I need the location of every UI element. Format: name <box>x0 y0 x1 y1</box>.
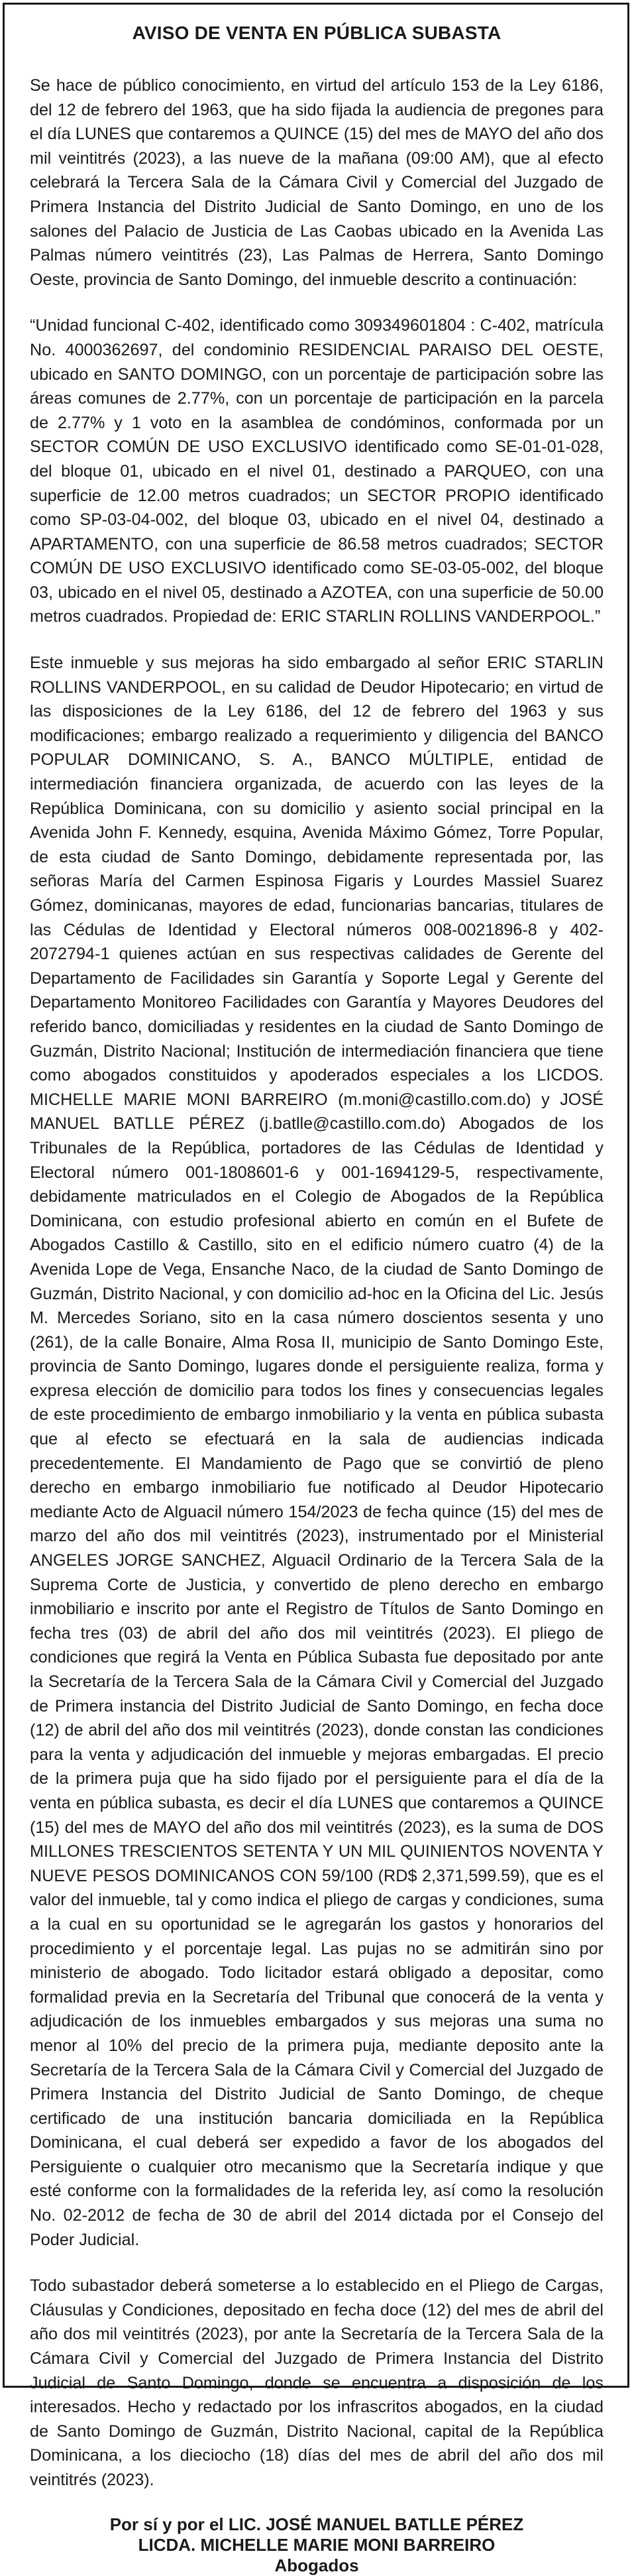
paragraph-auction-terms: Todo subastador deberá someterse a lo establecido en el Pliego de Cargas, Cláusulas y Condiciones, depositado en fecha doce (12) del mes de abril del año dos mil veintitrés (2023), por ante la Secretaría de la Tercera Sala de la Cámara Civil y Comercial del Juzgado de Primera Instancia del Distrito Judicial de Santo Domingo, donde se encuentra a disposición de los interesados. Hecho y redactado por los infrascritos abogados, en la ciudad de Santo Domingo de Guzmán, Distrito Nacional, capital de la República Dominicana, a los dieciocho (18) días del mes de abril del año dos mil veintitrés (2023). <box>30 2276 604 2489</box>
notice-title: AVISO DE VENTA EN PÚBLICA SUBASTA <box>132 23 501 43</box>
paragraph-hearing-announcement: Se hace de público conocimiento, en virtud del artículo 153 de la Ley 6186, del 12 de febrero del 1963, que ha sido fijada la audiencia de pregones para el día LUNES que contaremos a QUINCE (15) del mes de MAYO del año dos mil veintitrés (2023), a las nueve de la mañana (09:00 AM), que al efecto celebrará la Tercera Sala de la Cámara Civil y Comercial del Juzgado de Primera Instancia del Distrito Judicial de Santo Domingo, en uno de los salones del Palacio de Justicia de Las Caobas ubicado en la Avenida Las Palmas número veintitrés (23), Las Palmas de Herrera, Santo Domingo Oeste, provincia de Santo Domingo, del inmueble descrito a continuación: <box>30 76 604 289</box>
paragraph-seizure-details: Este inmueble y sus mejoras ha sido embargado al señor ERIC STARLIN ROLLINS VANDERPOOL, en su calidad de Deudor Hipotecario; en virtud de las disposiciones de la Ley 6186, del 12 de febrero del 1963 y sus modificaciones; embargo realizado a requerimiento y diligencia del BANCO POPULAR DOMINICANO, S. A., BANCO MÚLTIPLE, entidad de intermediación financiera organizada, de acuerdo con las leyes de la República Dominicana, con su domicilio y asiento social principal en la Avenida John F. Kennedy, esquina, Avenida Máximo Gómez, Torre Popular, de esta ciudad de Santo Domingo, debidamente representada por, las señoras María del Carmen Espinosa Figaris y Lourdes Massiel Suarez Gómez, dominicanas, mayores de edad, funcionarias bancarias, titulares de las Cédulas de Identidad y Electoral números 008-0021896-8 y 402-2072794-1 quienes actúan en sus respectivas calidades de Gerente del Departamento de Facilidades sin Garantía y Soporte Legal y Gerente del Departamento Monitoreo Facilidades con Garantía y Mayores Deudores del referido banco, domiciliadas y residentes en la ciudad de Santo Domingo de Guzmán, Distrito Nacional; Institución de intermediación financiera que tiene como abogados constituidos y apoderados especiales a los LICDOS. MICHELLE MARIE MONI BARREIRO (m.moni@castillo.com.do) y JOSÉ MANUEL BATLLE PÉREZ (j.batlle@castillo.com.do) Abogados de los Tribunales de la República, portadores de las Cédulas de Identidad y Electoral número 001-1808601-6 y 001-1694129-5, respectivamente, debidamente matriculados en el Colegio de Abogados de la República Dominicana, con estudio profesional abierto en común en el Bufete de Abogados Castillo & Castillo, sito en el edificio número cuatro (4) de la Avenida Lope de Vega, Ensanche Naco, de la ciudad de Santo Domingo de Guzmán, Distrito Nacional, y con domicilio ad-hoc en la Oficina del Lic. Jesús M. Mercedes Soriano, sito en la casa número doscientos sesenta y uno (261), de la calle Bonaire, Alma Rosa II, municipio de Santo Domingo Este, provincia de Santo Domingo, lugares donde el persiguiente realiza, forma y expresa elección de domicilio para todos los fines y consecuencias legales de este procedimiento de embargo inmobiliario y la venta en pública subasta que al efecto se efectuará en la sala de audiencias indicada precedentemente. El Mandamiento de Pago que se convirtió de pleno derecho en embargo inmobiliario fue notificado al Deudor Hipotecario mediante Acto de Alguacil número 154/2023 de fecha quince (15) del mes de marzo del año dos mil veintitrés (2023), instrumentado por el Ministerial ANGELES JORGE SANCHEZ, Alguacil Ordinario de la Tercera Sala de la Suprema Corte de Justicia, y convertido de pleno derecho en embargo inmobiliario e inscrito por ante el Registro de Títulos de Santo Domingo en fecha tres (03) de abril del año dos mil veintitrés (2023). El pliego de condiciones que regirá la Venta en Pública Subasta fue depositado por ante la Secretaría de la Tercera Sala de la Cámara Civil y Comercial del Juzgado de Primera instancia del Distrito Judicial de Santo Domingo, en fecha doce (12) de abril del año dos mil veintitrés (2023), donde constan las condiciones para la venta y adjudicación del inmueble y mejoras embargadas. El precio de la primera puja que ha sido fijado por el persiguiente para el día de la venta en pública subasta, es decir el día LUNES que contaremos a QUINCE (15) del mes de MAYO del año dos mil veintitrés (2023), es la suma de DOS MILLONES TRESCIENTOS SETENTA Y UN MIL QUINIENTOS NOVENTA Y NUEVE PESOS DOMINICANOS CON 59/100 (RD$ 2,371,599.59), que es el valor del inmueble, tal y como indica el pliego de cargas y condiciones, suma a la cual en su oportunidad se le agregarán los gastos y honorarios del procedimiento y el porcentaje legal. Las pujas no se admitirán sino por ministerio de abogado. Todo licitador estará obligado a depositar, como formalidad previa en la Secretaría del Tribunal que conocerá de la venta y adjudicación de los inmuebles embargados y sus mejoras una suma no menor al 10% del precio de la primera puja, mediante deposito ante la Secretaría de la Tercera Sala de la Cámara Civil y Comercial del Juzgado de Primera Instancia del Distrito Judicial de Santo Domingo, de cheque certificado de una institución bancaria domiciliada en la República Dominicana, el cual deberá ser expedido a favor de los abogados del Persiguiente o cualquier otro mecanismo que la Secretaría indique y que esté conforme con la formalidades de la referida ley, así como la resolución No. 02-2012 de fecha de 30 de abril del 2014 dictada por el Consejo del Poder Judicial. <box>30 654 604 2249</box>
signature-line-2: LICDA. MICHELLE MARIE MONI BARREIRO <box>138 2534 496 2555</box>
signature-line-1: Por sí y por el LIC. JOSÉ MANUEL BATLLE PÉREZ <box>109 2514 524 2534</box>
paragraph-property-description: “Unidad funcional C-402, identificado como 309349601804 : C-402, matrícula No. 4000362697, del condominio RESIDENCIAL PARAISO DEL OESTE, ubicado en SANTO DOMINGO, con un porcentaje de participación sobre las áreas comunes de 2.77%, con un porcentaje de participación en la parcela de 2.77% y 1 voto en la asamblea de condóminos, conformada por un SECTOR COMÚN DE USO EXCLUSIVO identificado como SE-01-01-028, del bloque 01, ubicado en el nivel 01, destinado a PARQUEO, con una superficie de 12.00 metros cuadrados; un SECTOR PROPIO identificado como SP-03-04-002, del bloque 03, ubicado en el nivel 04, destinado a APARTAMENTO, con una superficie de 86.58 metros cuadrados; SECTOR COMÚN DE USO EXCLUSIVO identificado como SE-03-05-002, del bloque 03, ubicado en el nivel 05, destinado a AZOTEA, con una superficie de 50.00 metros cuadrados. Propiedad de: ERIC STARLIN ROLLINS VANDERPOOL.” <box>30 316 604 626</box>
signature-block <box>30 2514 604 2576</box>
signature-line-3: Abogados <box>274 2555 359 2575</box>
legal-notice <box>3 3 629 2575</box>
